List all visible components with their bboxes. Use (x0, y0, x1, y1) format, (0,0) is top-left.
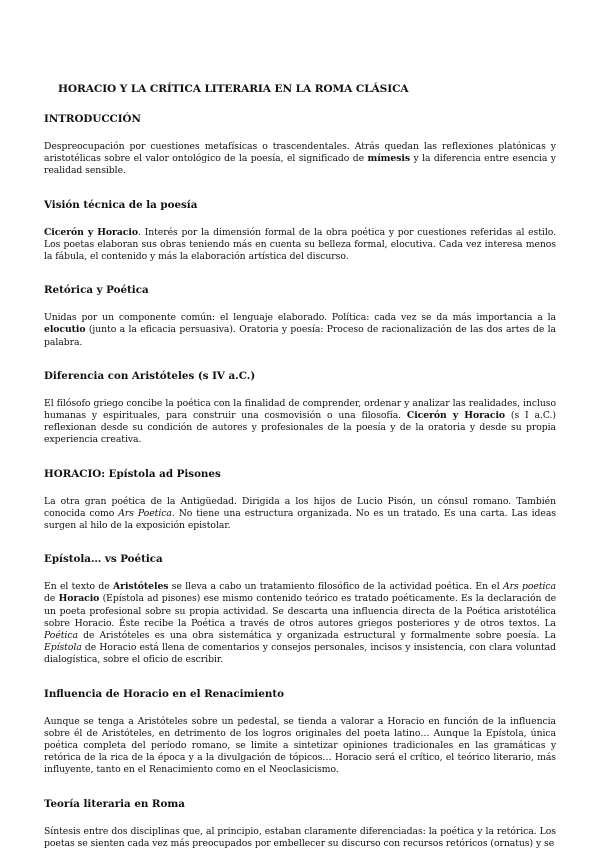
term-mimesis: mímesis (367, 153, 411, 165)
paragraph-diferencia-aristoteles: El filósofo griego concibe la poética con la finalidad de comprender, ordenar y analizar las realidades, incluso humanas y espirituales, para construir una cosmovisión o una filosofía. Cicerón y Horacio (s I a.C.) reflexionan desde su condición de autores y profesionales de la poesía y de la oratoria y desde su propia experiencia creativa. (44, 397, 556, 446)
paragraph-epistola-ad-pisones: La otra gran poética de la Antigüedad. Dirigida a los hijos de Lucio Pisón, un cónsul romano. También conocida como Ars Poetica. No tiene una estructura organizada. No es un tratado. Es una carta. Las ideas surgen al hilo de la exposición epistolar. (44, 495, 556, 532)
paragraph-teoria-literaria-roma: Síntesis entre dos disciplinas que, al principio, estaban claramente diferenciadas: la poética y la retórica. Los poetas se sienten cada vez más preocupados por embellecer su discurso con recursos retóricos (ornatus) y se (44, 825, 556, 849)
section-heading-epistola-vs-poetica: Epístola… vs Poética (44, 553, 163, 566)
paragraph-retorica-poetica: Unidas por un componente común: el lenguaje elaborado. Política: cada vez se da más importancia a la elocutio (junto a la eficacia persuasiva). Oratoria y poesía: Proceso de racionalización de las dos artes de la palabra. (44, 312, 556, 348)
document-title: HORACIO Y LA CRÍTICA LITERARIA EN LA ROMA CLÁSICA (58, 83, 409, 95)
section-heading-introduccion: INTRODUCCIÓN (44, 113, 141, 125)
paragraph-epistola-vs-poetica: En el texto de Aristóteles se lleva a cabo un tratamiento filosófico de la actividad poética. En el Ars poetica de Horacio (Epístola ad pisones) ese mismo contenido teórico es tratado poéticamente. Es la declaración de un poeta profesional sobre su propia actividad. Se descarta una influencia directa de la Poética aristotélica sobre Horacio. Éste recibe la Poética a través de otros autores griegos posteriores y de otros textos. La Poética de Aristóteles es una obra sistemática y organizada estructural y formalmente sobre poesía. La Epístola de Horacio está llena de comentarios y consejos personales, incisos y insistencia, con clara voluntad dialogística, sobre el oficio de escribir. (44, 581, 556, 666)
paragraph-vision-tecnica: Cicerón y Horacio. Interés por la dimensión formal de la obra poética y por cuestiones referidas al estilo. Los poetas elaboran sus obras teniendo más en cuenta su belleza formal, elocutiva. Cada vez interesa menos la fábula, el contenido y más la elaboración artística del discurso. (44, 226, 556, 263)
section-heading-diferencia-aristoteles: Diferencia con Aristóteles (s IV a.C.) (44, 369, 256, 382)
document-body (44, 82, 556, 850)
section-heading-retorica-poetica: Retórica y Poética (44, 284, 149, 297)
section-heading-vision-tecnica: Visión técnica de la poesía (44, 198, 198, 211)
section-heading-epistola-ad-pisones: HORACIO: Epístola ad Pisones (44, 467, 221, 480)
section-heading-influencia-renacimiento: Influencia de Horacio en el Renacimiento (44, 687, 285, 700)
paragraph-introduccion: Despreocupación por cuestiones metafísicas o trascendentales. Atrás quedan las reflexiones platónicas y aristotélicas sobre el valor ontológico de la poesía, el significado de mímesis y la diferencia entre esencia y realidad sensible. (44, 141, 556, 177)
term-elocutio: elocutio (44, 324, 86, 336)
paragraph-influencia-renacimiento: Aunque se tenga a Aristóteles sobre un pedestal, se tienda a valorar a Horacio en función de la influencia sobre él de Aristóteles, en detrimento de los logros originales del poeta latino… Aunque la Epístola, única poética completa del período romano, se limite a sintetizar opiniones tradicionales en las gramáticas y retórica de la rica de la época y a la divulgación de tópicos… Horacio será el crítico, el teórico literario, más influyente, tanto en el Renacimiento como en el Neoclasicismo. (44, 715, 556, 776)
section-heading-teoria-literaria-roma: Teoría literaria en Roma (44, 797, 185, 810)
